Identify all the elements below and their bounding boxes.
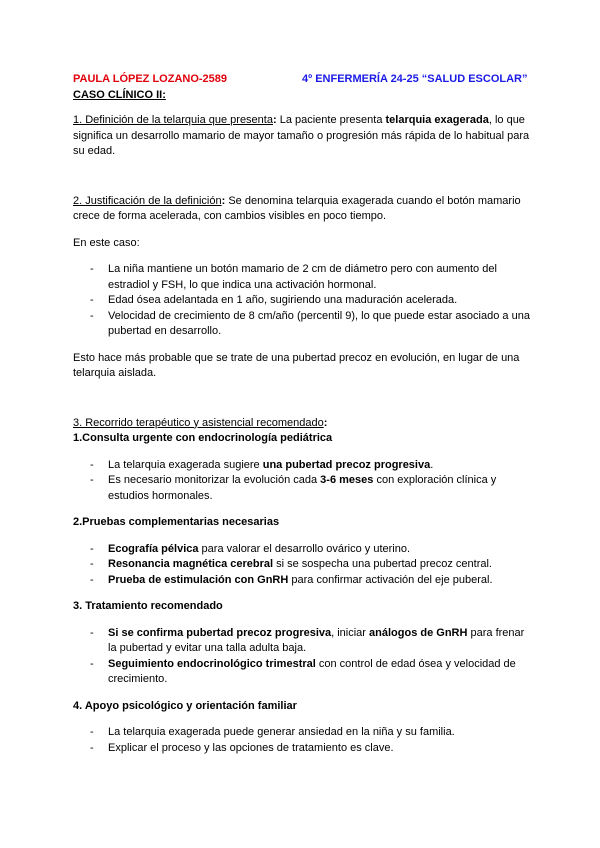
list-item [73, 657, 531, 688]
course-name: 4º ENFERMERÍA 24-25 “SALUD ESCOLAR” [302, 73, 528, 85]
section-3-paragraph [73, 416, 531, 432]
list-item: - Velocidad de crecimiento de 8 cm/año (percentil 9), lo que puede estar asociado a una pubertad en desarrollo. [73, 309, 531, 340]
author-name: PAULA LÓPEZ LOZANO-2589 [73, 73, 228, 85]
list-item [73, 473, 531, 504]
subsection-1-title: 1.Consulta urgente con endocrinología pediátrica [73, 432, 333, 444]
section-2-list [73, 262, 531, 340]
list-text: . [430, 458, 434, 471]
section-2-heading: 2. Justificación de la definición [73, 194, 222, 207]
section-1-text-end: , lo que significa un desarrollo mamario de mayor tamaño o progresión más rápida de lo habitual para su edad. [73, 114, 530, 157]
list-text: para valorar el desarrollo ovárico y uterino. [198, 542, 411, 555]
list-bold-text: 3-6 meses [320, 474, 374, 486]
subsection-3-title: 3. Tratamiento recomendado [73, 600, 223, 612]
list-item [73, 542, 531, 558]
list-text: si se sospecha una pubertad precoz central. [273, 558, 492, 570]
section-2-text: Se denomina telarquia exagerada cuando el botón mamario crece de forma acelerada, con cambios visibles en poco tiempo. [73, 194, 521, 222]
list-item: - Explicar el proceso y las opciones de tratamiento es clave. [73, 741, 531, 757]
list-item: - Edad ósea adelantada en 1 año, sugiriendo una maduración acelerada. [73, 293, 531, 309]
section-2-colon: : [221, 194, 226, 207]
section-2-conclusion: Esto hace más probable que se trate de una pubertad precoz en evolución, en lugar de una telarquia aislada. [73, 351, 520, 379]
subsection-2-list [73, 542, 531, 589]
document-body [73, 113, 531, 756]
case-title: CASO CLÍNICO II: [73, 89, 166, 101]
subsection-4-list [73, 725, 531, 756]
list-bold-text: análogos de GnRH [369, 626, 468, 639]
list-text: para confirmar activación del eje puberal. [288, 573, 493, 586]
subsection-2-title: 2.Pruebas complementarias necesarias [73, 516, 280, 528]
list-text: La telarquia exagerada sugiere [108, 458, 263, 471]
list-item [73, 626, 531, 657]
list-bold-text: Si se confirma pubertad precoz progresiva [108, 626, 332, 639]
subsection-4-title: 4. Apoyo psicológico y orientación familiar [73, 699, 297, 712]
section-1-bold-term: telarquia exagerada [385, 114, 489, 126]
list-item: - La telarquia exagerada puede generar ansiedad en la niña y su familia. [73, 725, 531, 741]
list-bold-text: Prueba de estimulación con GnRH [108, 573, 289, 586]
list-text: con exploración clínica y estudios hormonales. [108, 474, 497, 502]
list-bold-text: Resonancia magnética cerebral [108, 558, 274, 570]
list-item [73, 557, 531, 573]
list-bold-text: Ecografía pélvica [108, 542, 199, 555]
document-header [73, 73, 533, 89]
list-item: - La niña mantiene un botón mamario de 2 cm de diámetro pero con aumento del estradiol y FSH, lo que indica una activación hormonal. [73, 262, 531, 293]
list-bold-text: Seguimiento endocrinológico trimestral [108, 657, 316, 670]
list-text: Es necesario monitorizar la evolución cada [108, 474, 321, 486]
section-3-heading: 3. Recorrido terapéutico y asistencial recomendado [73, 416, 324, 429]
list-item [73, 458, 531, 474]
section-1-paragraph [73, 113, 531, 160]
section-2-paragraph [73, 194, 531, 225]
list-text: para frenar la pubertad y evitar una talla adulta baja. [108, 626, 525, 654]
section-2-intro: En este caso: [73, 236, 140, 249]
list-item [73, 573, 531, 589]
section-3-colon: : [323, 416, 328, 429]
section-1-colon: : [272, 114, 277, 126]
section-1-heading: 1. Definición de la telarquia que presenta [73, 114, 273, 126]
section-1-text: La paciente presenta [276, 114, 386, 126]
subsection-1-list [73, 458, 531, 505]
list-bold-text: una pubertad precoz progresiva [262, 458, 431, 471]
list-text: , iniciar [331, 626, 370, 639]
list-text: con control de edad ósea y velocidad de crecimiento. [108, 657, 516, 685]
subsection-3-list [73, 626, 531, 688]
